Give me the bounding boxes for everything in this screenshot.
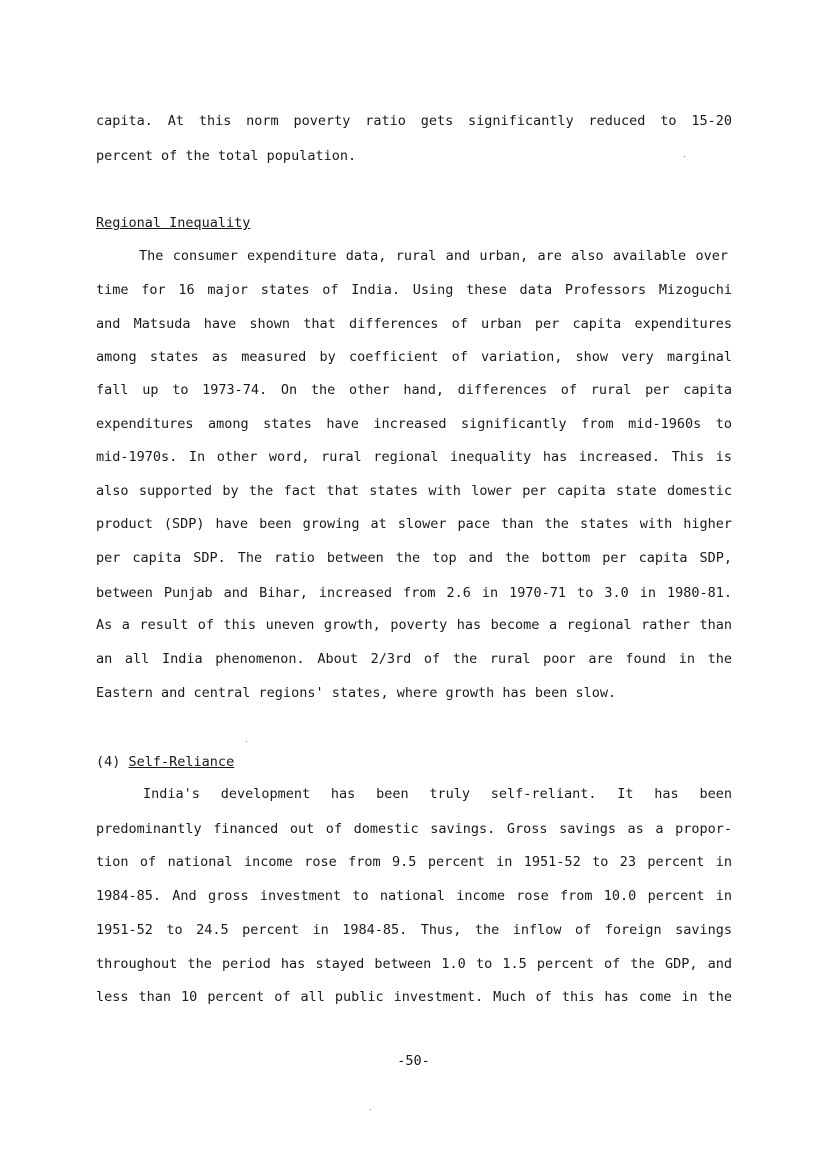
body-line: percent of the total population. xyxy=(96,148,357,164)
body-line: throughout the period has stayed between 1.0 to 1.5 percent of the GDP, and xyxy=(96,956,732,972)
body-line: less than 10 percent of all public investment. Much of this has come in the xyxy=(96,989,732,1005)
body-line: also supported by the fact that states with lower per capita state domestic xyxy=(96,483,732,499)
body-line: mid-1970s. In other word, rural regional inequality has increased. This is xyxy=(96,449,732,465)
body-line: capita. At this norm poverty ratio gets significantly reduced to 15-20 xyxy=(96,113,732,129)
body-line: As a result of this uneven growth, poverty has become a regional rather than xyxy=(96,617,732,633)
body-line: 1951-52 to 24.5 percent in 1984-85. Thus, the inflow of foreign savings xyxy=(96,922,732,938)
body-line: an all India phenomenon. About 2/3rd of the rural poor are found in the xyxy=(96,651,732,667)
body-line: expenditures among states have increased significantly from mid-1960s to xyxy=(96,416,732,432)
body-line: fall up to 1973-74. On the other hand, differences of rural per capita xyxy=(96,382,732,398)
page-number: -50- xyxy=(397,1053,430,1069)
body-line: between Punjab and Bihar, increased from 2.6 in 1970-71 to 3.0 in 1980-81. xyxy=(96,585,732,601)
section-number: (4) xyxy=(96,754,121,770)
body-line: predominantly financed out of domestic savings. Gross savings as a propor- xyxy=(96,821,732,837)
body-line: 1984-85. And gross investment to national income rose from 10.0 percent in xyxy=(96,888,732,904)
body-line: Eastern and central regions' states, where growth has been slow. xyxy=(96,685,617,701)
section-title: Self-Reliance xyxy=(128,754,235,770)
scan-speck xyxy=(684,156,685,157)
section-heading-regional-inequality: Regional Inequality xyxy=(96,215,251,231)
body-line: time for 16 major states of India. Using these data Professors Mizoguchi xyxy=(96,282,732,298)
body-line: among states as measured by coefficient of variation, show very marginal xyxy=(96,349,732,365)
body-line: tion of national income rose from 9.5 percent in 1951-52 to 23 percent in xyxy=(96,854,732,870)
scan-speck xyxy=(246,741,247,742)
body-line: India's development has been truly self-reliant. It has been xyxy=(143,786,732,802)
body-line: per capita SDP. The ratio between the top and the bottom per capita SDP, xyxy=(96,550,732,566)
body-line: and Matsuda have shown that differences of urban per capita expenditures xyxy=(96,316,732,332)
body-line: product (SDP) have been growing at slower pace than the states with higher xyxy=(96,516,732,532)
section-heading-self-reliance xyxy=(96,753,234,771)
scan-speck xyxy=(370,1109,371,1110)
body-line: The consumer expenditure data, rural and urban, are also available over xyxy=(139,248,728,264)
